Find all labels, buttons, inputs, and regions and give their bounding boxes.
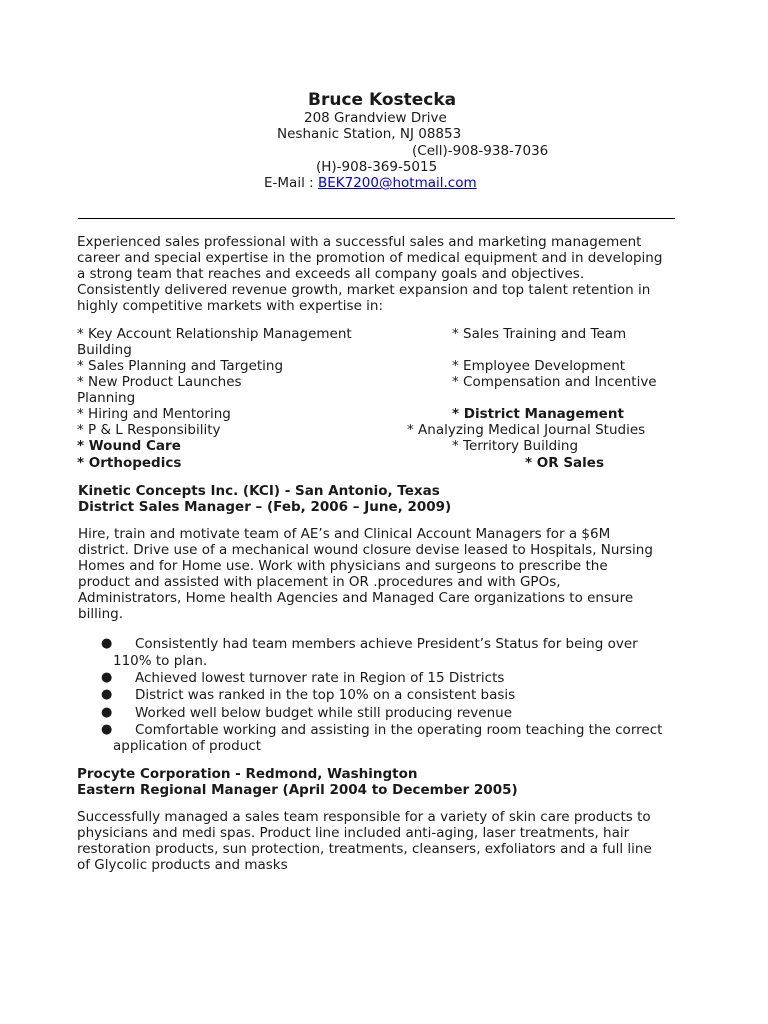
email-line	[264, 175, 477, 191]
job2-desc-line: physicians and medi spas. Product line included anti-aging, laser treatments, hair	[77, 825, 630, 841]
job1-bullet-continuation: 110% to plan.	[113, 653, 208, 669]
header-divider	[78, 218, 675, 219]
skill-sales-planning: * Sales Planning and Targeting	[77, 358, 284, 374]
job2-desc-line: Successfully managed a sales team responsible for a variety of skin care products to	[77, 809, 651, 825]
bullet-dot: ●	[101, 670, 113, 685]
job1-desc-line: Hire, train and motivate team of AE’s and Clinical Account Managers for a $6M	[78, 526, 611, 542]
job1-desc-line: billing.	[78, 606, 123, 622]
job1-bullet-president-status: Consistently had team members achieve President’s Status for being over	[135, 636, 638, 652]
address-line-1: 208 Grandview Drive	[304, 110, 447, 126]
cell-phone: (Cell)-908-938-7036	[412, 143, 549, 159]
skill-key-account: * Key Account Relationship Management	[77, 326, 352, 342]
summary-line: career and special expertise in the promotion of medical equipment and in developing	[77, 250, 663, 266]
skill-employee-development: * Employee Development	[452, 358, 626, 374]
job1-bullet-budget: Worked well below budget while still producing revenue	[135, 705, 513, 721]
bullet-dot: ●	[101, 722, 113, 737]
skill-or-sales: * OR Sales	[525, 455, 604, 471]
job1-desc-line: product and assisted with placement in OR .procedures and with GPOs,	[78, 574, 561, 590]
summary-line: Experienced sales professional with a successful sales and marketing management	[77, 234, 642, 250]
job1-bullet-top-ten: District was ranked in the top 10% on a consistent basis	[135, 687, 516, 703]
skill-orthopedics: * Orthopedics	[77, 455, 182, 471]
skill-district-management: * District Management	[452, 406, 624, 422]
job1-description	[78, 526, 693, 622]
job2-desc-line: restoration products, sun protection, treatments, cleansers, exfoliators and a full line	[77, 841, 652, 857]
bullet-dot: ●	[101, 705, 113, 720]
job1-desc-line: district. Drive use of a mechanical wound closure devise leased to Hospitals, Nursing	[78, 542, 653, 558]
skill-sales-training: * Sales Training and Team	[452, 326, 627, 342]
job2-company: Procyte Corporation - Redmond, Washington	[77, 766, 418, 782]
skill-compensation: * Compensation and Incentive	[452, 374, 657, 390]
summary-paragraph	[77, 234, 692, 314]
job2-title: Eastern Regional Manager (April 2004 to December 2005)	[77, 782, 518, 798]
job1-bullet-turnover: Achieved lowest turnover rate in Region of 15 Districts	[135, 670, 505, 686]
job1-bullet-continuation: application of product	[113, 738, 261, 754]
bullet-dot: ●	[101, 636, 113, 651]
job1-company: Kinetic Concepts Inc. (KCI) - San Antonio, Texas	[78, 483, 440, 499]
skill-building: Building	[77, 342, 132, 358]
skill-medical-journal: * Analyzing Medical Journal Studies	[407, 422, 646, 438]
job1-bullet-operating-room: Comfortable working and assisting in the operating room teaching the correct	[135, 722, 663, 738]
skill-wound-care: * Wound Care	[77, 438, 181, 454]
home-phone: (H)-908-369-5015	[316, 159, 438, 175]
skill-planning: Planning	[77, 390, 136, 406]
summary-line: highly competitive markets with expertise in:	[77, 298, 384, 314]
summary-line: Consistently delivered revenue growth, market expansion and top talent retention in	[77, 282, 651, 298]
summary-line: a strong team that reaches and exceeds all company goals and objectives.	[77, 266, 585, 282]
email-link[interactable]: BEK7200@hotmail.com	[317, 175, 477, 191]
candidate-name: Bruce Kostecka	[308, 90, 457, 110]
skill-product-launches: * New Product Launches	[77, 374, 242, 390]
skill-hiring: * Hiring and Mentoring	[77, 406, 231, 422]
bullet-dot: ●	[101, 687, 113, 702]
job1-title: District Sales Manager – (Feb, 2006 – June, 2009)	[78, 499, 452, 515]
job1-desc-line: Homes and for Home use. Work with physicians and surgeons to prescribe the	[78, 558, 608, 574]
address-line-2: Neshanic Station, NJ 08853	[277, 126, 462, 142]
job2-description	[77, 809, 692, 873]
skill-territory-building: * Territory Building	[452, 438, 579, 454]
email-label: E-Mail :	[264, 175, 314, 191]
job2-desc-line: of Glycolic products and masks	[77, 857, 288, 873]
skill-pl: * P & L Responsibility	[77, 422, 221, 438]
job1-desc-line: Administrators, Home health Agencies and Managed Care organizations to ensure	[78, 590, 634, 606]
